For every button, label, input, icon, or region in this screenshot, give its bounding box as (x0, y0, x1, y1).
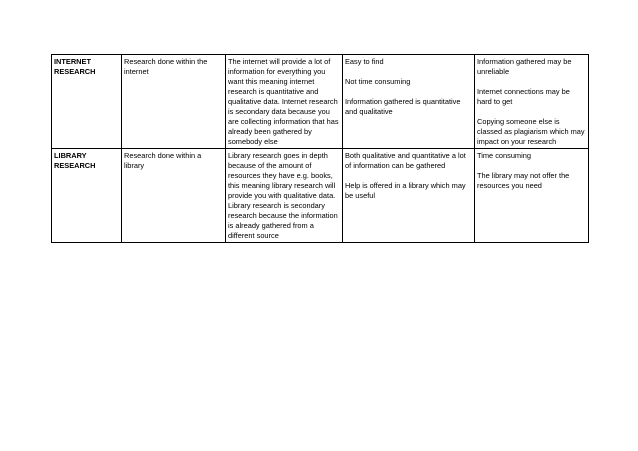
category-label: RESEARCH (54, 161, 96, 170)
description-cell (226, 55, 343, 149)
definition-text: Research done within a library (124, 151, 202, 170)
category-label: INTERNET (54, 57, 91, 66)
description-text: The internet will provide a lot of information for everything you want this meaning internet research is quantitative and qualitative data. Internet research is secondary data because you are collecting information that has already been gathered by somebody else (228, 57, 339, 146)
category-label: RESEARCH (54, 67, 96, 76)
definition-cell (122, 55, 226, 149)
definition-text: Research done within the internet (124, 57, 208, 76)
disadvantage-item: The library may not offer the resources you need (477, 171, 570, 190)
advantages-cell (343, 55, 475, 149)
advantage-item: Easy to find (345, 57, 384, 66)
definition-cell (122, 149, 226, 243)
advantage-item: Information gathered is quantitative and qualitative (345, 97, 461, 116)
category-label: LIBRARY (54, 151, 87, 160)
disadvantages-cell (475, 55, 589, 149)
advantage-item: Both qualitative and quantitative a lot of information can be gathered (345, 151, 466, 170)
table-row (52, 55, 589, 149)
disadvantage-item: Copying someone else is classed as plagiarism which may impact on your research (477, 117, 585, 146)
disadvantage-item: Internet connections may be hard to get (477, 87, 570, 106)
advantage-item: Help is offered in a library which may be useful (345, 181, 466, 200)
research-methods-table (51, 54, 589, 243)
advantage-item: Not time consuming (345, 77, 411, 86)
table-row (52, 149, 589, 243)
disadvantages-cell (475, 149, 589, 243)
description-text: Library research goes in depth because of the amount of resources they have e.g. books, this meaning library research will provide you with qualitative data. Library research is secondary research because the information is already gathered from a different source (228, 151, 338, 240)
advantages-cell (343, 149, 475, 243)
category-cell (52, 55, 122, 149)
description-cell (226, 149, 343, 243)
disadvantage-item: Time consuming (477, 151, 531, 160)
disadvantage-item: Information gathered may be unreliable (477, 57, 572, 76)
category-cell (52, 149, 122, 243)
